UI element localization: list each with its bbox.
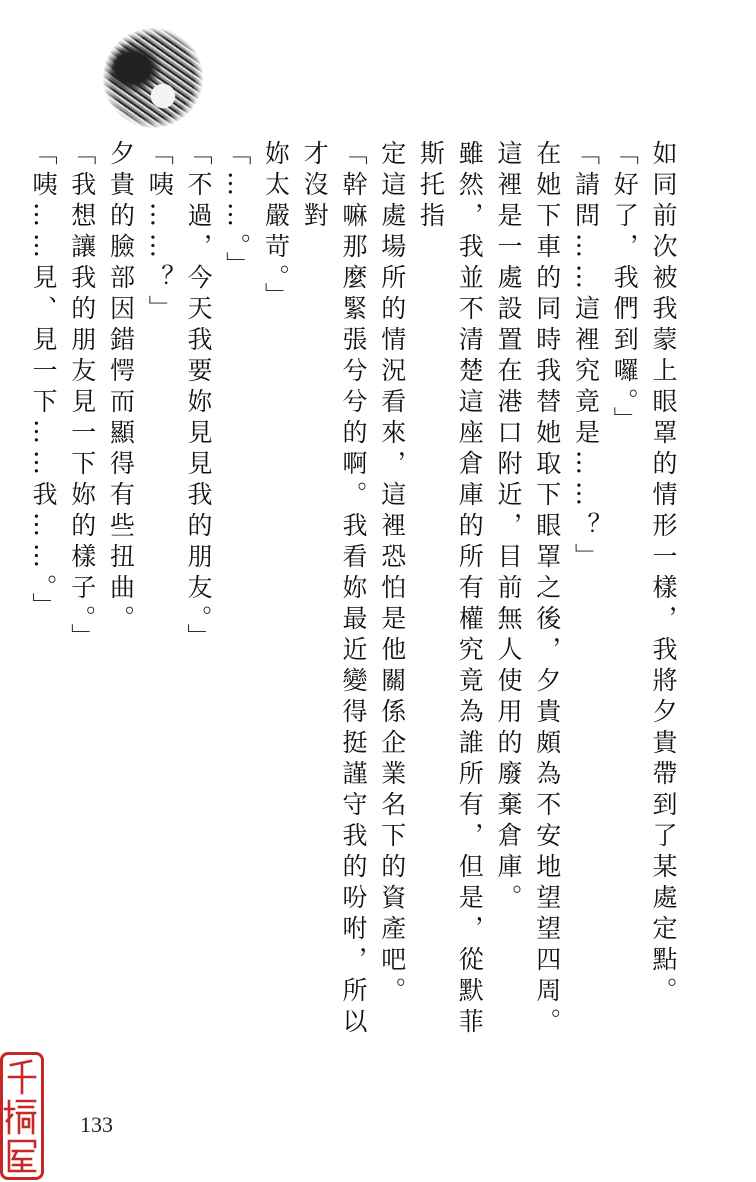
- portrait-vignette-icon: [103, 28, 203, 128]
- text-line: 這裡是一處設置在港口附近，目前無人使用的廢棄倉庫。: [494, 140, 523, 915]
- text-line: 「咦……見、見一下……我……。」: [29, 140, 58, 624]
- text-line: 在她下車的同時我替她取下眼罩之後，夕貴頗為不安地望望四周。: [532, 140, 562, 1039]
- text-line: 「咦……？」: [145, 140, 175, 326]
- text-line: 「我想讓我的朋友見一下妳的樣子。」: [67, 140, 97, 655]
- page-body-text: [29, 140, 682, 1060]
- stamp-glyphs-icon: [3, 1055, 41, 1177]
- text-line: 「幹嘛那麼緊張兮兮的啊。我看妳最近變得挺謹守我的吩咐，所以才沒對: [300, 140, 368, 1039]
- text-line: 「……。」: [222, 140, 252, 283]
- text-line: 妳太嚴苛。」: [261, 140, 291, 314]
- publisher-stamp-logo: [0, 1052, 44, 1180]
- page-number: 133: [80, 1112, 113, 1137]
- text-line: 雖然，我並不清楚這座倉庫的所有權究竟為誰所有，但是，從默菲斯托指: [416, 140, 485, 1039]
- text-line: 「請問……這裡究竟是……？」: [571, 140, 601, 574]
- text-line: 「不過，今天我要妳見見我的朋友。」: [184, 140, 213, 655]
- text-line: 如同前次被我蒙上眼罩的情形一樣，我將夕貴帶到了某處定點。: [649, 140, 678, 1008]
- text-line: 「好了，我們到囉。」: [610, 140, 640, 438]
- text-line: 定這處場所的情況看來，這裡恐怕是他關係企業名下的資產吧。: [377, 140, 407, 1008]
- text-line: 夕貴的臉部因錯愕而顯得有些扭曲。: [106, 140, 136, 636]
